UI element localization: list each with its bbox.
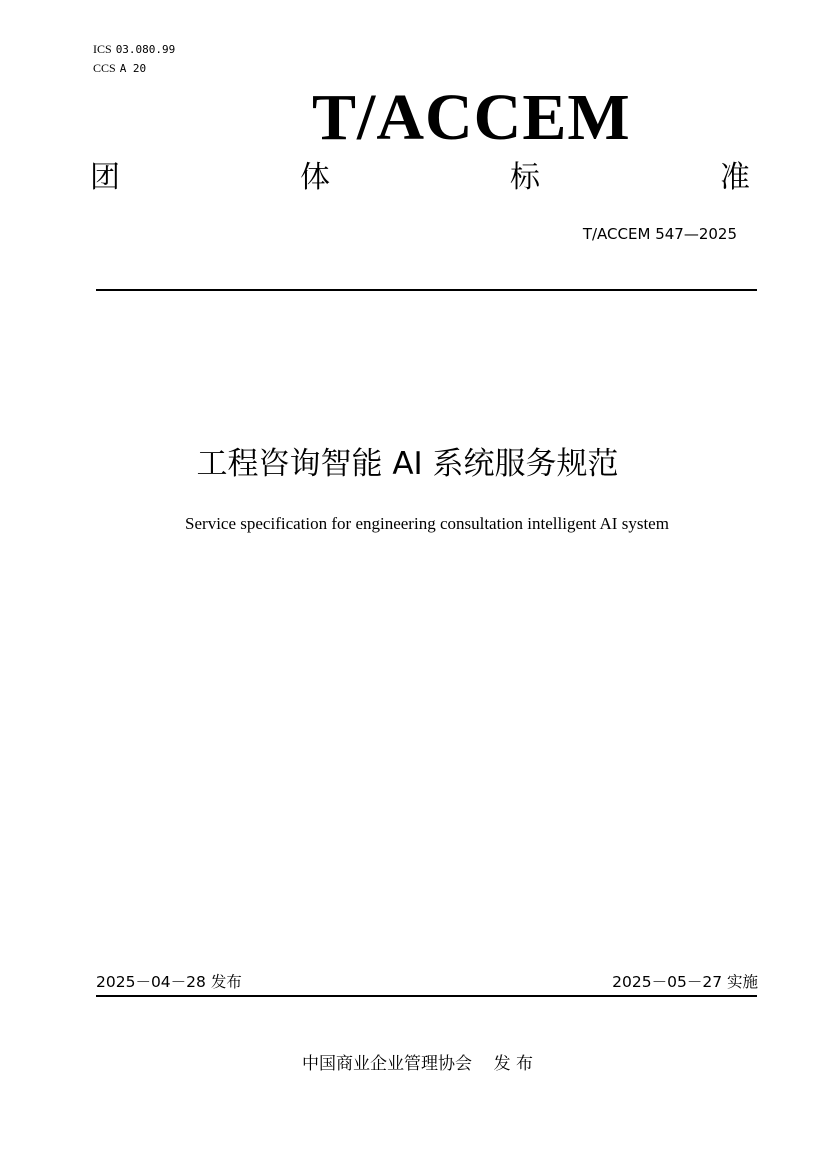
ics-label: ICS <box>93 42 112 56</box>
issuer: 中国商业企业管理协会 发 布 <box>301 1054 534 1074</box>
standard-type-char-2: 体 <box>300 160 330 195</box>
title-english: Service specification for engineering consultation intelligent AI system <box>185 514 669 533</box>
ccs-label: CCS <box>93 61 116 75</box>
release-date: 2025－04－28 发布 <box>96 973 242 991</box>
standard-logo: T/ACCEM <box>312 81 631 154</box>
standard-type-char-4: 准 <box>720 160 750 195</box>
standard-type <box>90 158 750 198</box>
effective-date: 2025－05－27 实施 <box>612 973 758 991</box>
footer-divider <box>96 995 757 997</box>
ics-code: 03.080.99 <box>115 43 176 56</box>
standard-type-char-3: 标 <box>510 160 540 195</box>
standard-number: T/ACCEM 547—2025 <box>582 225 737 243</box>
standard-type-char-1: 团 <box>90 160 120 195</box>
ics-line <box>93 40 175 59</box>
classification-codes <box>93 40 175 78</box>
title-chinese: 工程咨询智能 AI 系统服务规范 <box>196 446 619 482</box>
ccs-line <box>93 59 175 78</box>
header-divider <box>96 289 757 291</box>
ccs-code: A 20 <box>119 62 147 75</box>
